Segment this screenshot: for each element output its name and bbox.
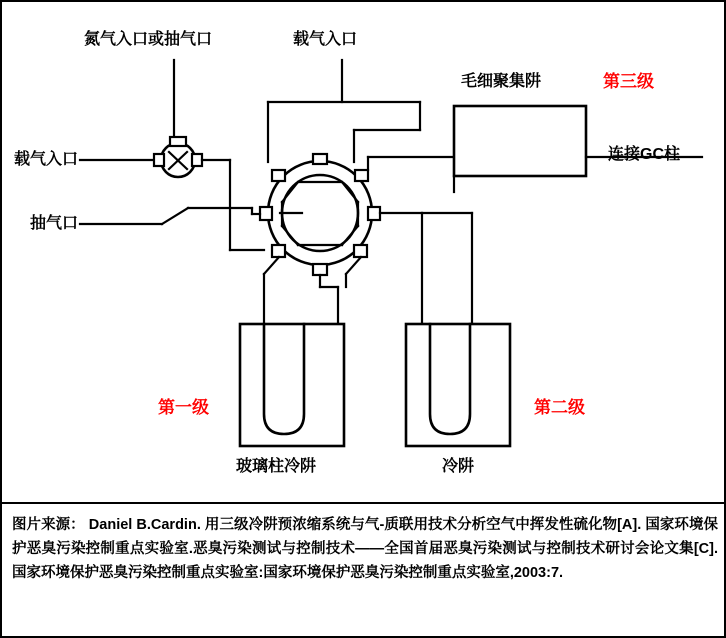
label-stage-one: 第一级 <box>158 398 209 417</box>
valve-port-w <box>260 207 272 220</box>
vacuum-port-diagonal <box>162 208 188 224</box>
capillary-trap-box <box>454 106 586 176</box>
valve-se-diagonal <box>346 257 361 274</box>
valve-port-sw <box>272 245 285 257</box>
label-carrier-gas-inlet-top: 载气入口 <box>293 31 358 48</box>
stage1-outer-box <box>240 324 344 446</box>
label-nitrogen-inlet: 氮气入口或抽气口 <box>84 31 213 48</box>
valve-port-se <box>354 245 367 257</box>
valve-port-n <box>313 154 327 164</box>
label-cold-trap: 冷阱 <box>442 458 475 475</box>
pump-port-right <box>192 154 202 166</box>
pump-port-top <box>170 137 186 146</box>
label-vacuum-port: 抽气口 <box>30 215 79 232</box>
valve-port-s <box>313 264 327 275</box>
label-carrier-gas-inlet-left: 载气入口 <box>14 151 79 168</box>
label-connect-gc-column: 连接GC柱 <box>608 146 681 163</box>
valve-port-ne <box>355 170 368 181</box>
figure-caption: 图片来源： Daniel B.Cardin. 用三级冷阱预浓缩系统与气-质联用技术分析空气中挥发性硫化物[A]. 国家环境保护恶臭污染控制重点实验室.恶臭污染测试与控制技术——全国首届恶臭污染测试与控制技术研讨会论文集[C].国家环境保护恶臭污染控制重点实验室:国家环境保护恶臭污染控制重点实验室,2003:7. <box>2 502 726 638</box>
label-stage-three: 第三级 <box>603 72 654 91</box>
valve-sw-diagonal <box>264 257 279 274</box>
valve-port-nw <box>272 170 285 181</box>
valve-port-e <box>368 207 380 220</box>
label-capillary-trap: 毛细聚集阱 <box>461 73 542 90</box>
pump-port-left <box>154 154 164 166</box>
label-glass-column-cold-trap: 玻璃柱冷阱 <box>236 458 317 475</box>
stage2-outer-box <box>406 324 510 446</box>
label-stage-two: 第二级 <box>534 398 585 417</box>
